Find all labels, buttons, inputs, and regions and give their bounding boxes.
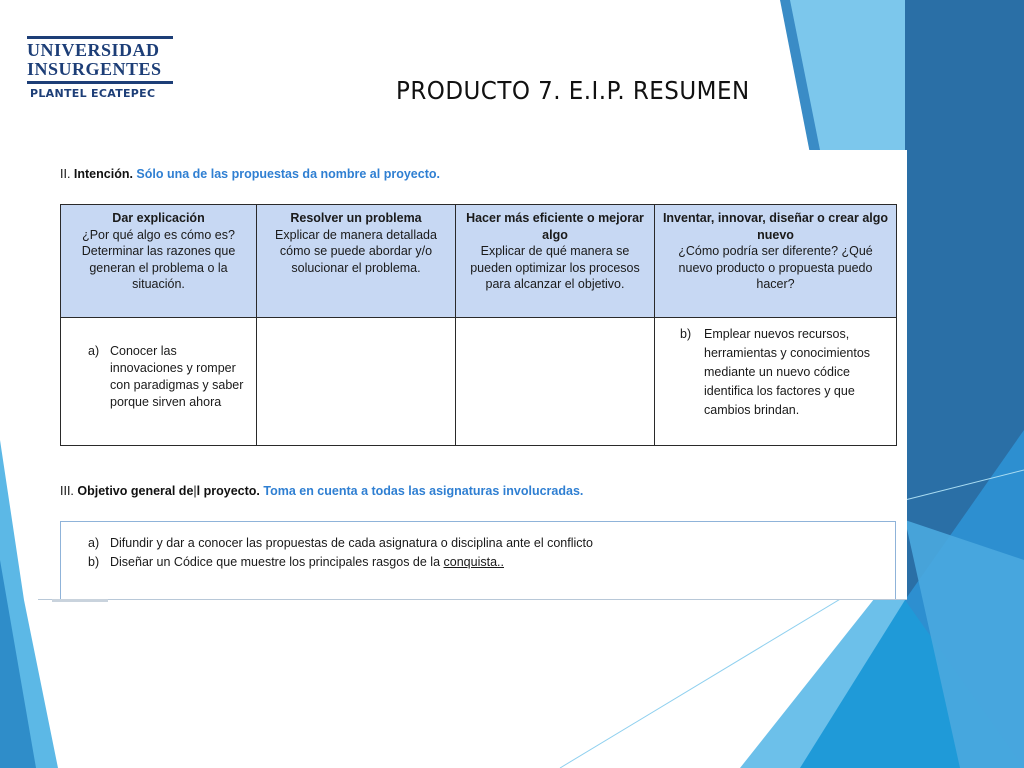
header-title: Resolver un problema [290, 211, 422, 225]
list-item [680, 325, 890, 420]
list-text-main: Diseñar un Códice que muestre los principales rasgos de la [110, 555, 444, 569]
body-cell-invent [655, 318, 897, 446]
intention-table-header-row [61, 205, 897, 318]
section-2-heading [60, 167, 440, 181]
list-text [110, 553, 504, 572]
header-title: Hacer más eficiente o mejorar algo [466, 211, 644, 242]
section-3-number: III. [60, 484, 74, 498]
list-text-underlined: conquista.. [443, 555, 504, 569]
header-title: Dar explicación [112, 211, 205, 225]
logo-line-2: INSURGENTES [27, 59, 162, 79]
list-text: Difundir y dar a conocer las propuestas de cada asignatura o disciplina ante el conflicto [110, 536, 593, 550]
header-cell-solve [257, 205, 456, 318]
list-item [88, 534, 593, 553]
section-2-number: II. [60, 167, 71, 181]
list-marker: b) [88, 555, 100, 569]
list-text: Emplear nuevos recursos, herramientas y conocimientos mediante un nuevo códice identifica los factores y que cambios brindan. [704, 327, 871, 417]
list-marker: b) [680, 327, 692, 341]
section-3-heading: III. Objetivo general de|l proyecto. Toma en cuenta a todas las asignaturas involucradas. [60, 484, 584, 498]
document-tab-mark [52, 599, 108, 602]
list-marker: a) [88, 344, 100, 358]
intention-table [60, 204, 897, 446]
body-cell-solve [257, 318, 456, 446]
intention-table-body-row [61, 318, 897, 446]
list-marker: a) [88, 536, 100, 550]
slide-title: PRODUCTO 7. E.I.P. RESUMEN [396, 76, 750, 105]
section-3-title-part-1: Objetivo general de [77, 484, 194, 498]
university-logo [27, 36, 173, 100]
header-text: Explicar de qué manera se pueden optimizar los procesos para alcanzar el objetivo. [470, 244, 640, 291]
objectives-box [60, 521, 896, 600]
logo-rule-top [27, 36, 173, 39]
section-3-title-part-2: l proyecto. [196, 484, 260, 498]
list-text: Conocer las innovaciones y romper con paradigmas y saber porque sirven ahora [110, 344, 244, 409]
header-cell-improve [456, 205, 655, 318]
section-2-title: Intención. [73, 167, 133, 181]
header-cell-invent [655, 205, 897, 318]
list-item [88, 553, 593, 572]
header-cell-explain [61, 205, 257, 318]
logo-campus: PLANTEL ECATEPEC [30, 87, 156, 100]
list-item [88, 343, 250, 411]
logo-rule-bottom [27, 81, 173, 84]
header-text: ¿Cómo podría ser diferente? ¿Qué nuevo producto o propuesta puedo hacer? [678, 244, 873, 291]
section-3-note: Toma en cuenta a todas las asignaturas involucradas. [263, 484, 584, 498]
body-cell-improve [456, 318, 655, 446]
header-text: ¿Por qué algo es cómo es? Determinar las razones que generan el problema o la situación. [81, 227, 236, 291]
logo-line-1: UNIVERSIDAD [27, 40, 160, 60]
objectives-list [88, 534, 593, 572]
header-title: Inventar, innovar, diseñar o crear algo nuevo [662, 211, 889, 242]
body-cell-explain [61, 318, 257, 446]
document-image [38, 150, 907, 600]
document-bottom-border [38, 599, 907, 600]
header-text: Explicar de manera detallada cómo se puede abordar y/o solucionar el problema. [275, 227, 437, 275]
section-2-note: Sólo una de las propuestas da nombre al proyecto. [136, 167, 440, 181]
